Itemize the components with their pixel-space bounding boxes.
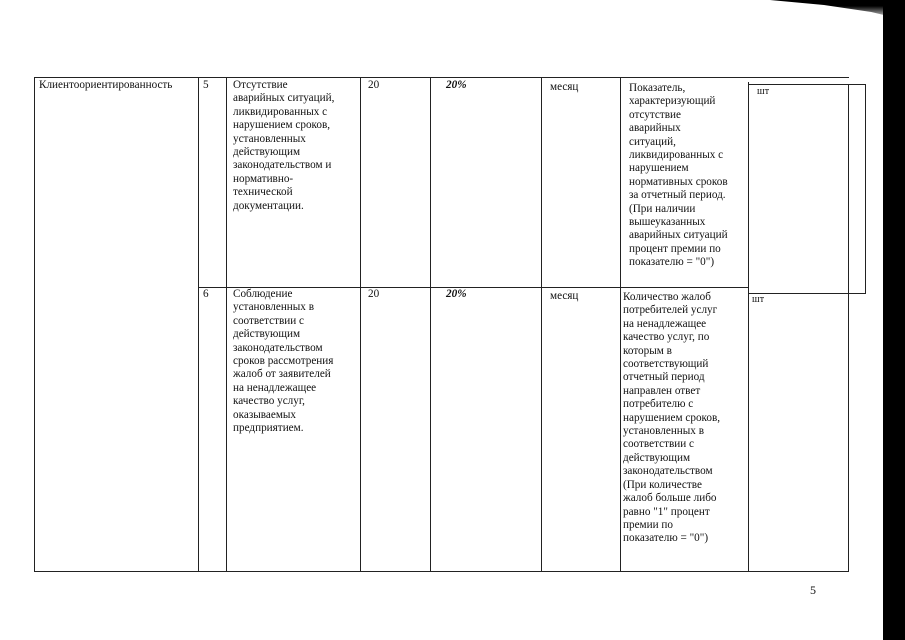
row-number: 5 <box>203 79 209 91</box>
row-weight: 20 <box>368 288 380 300</box>
row-description: Соблюдение установленных в соответствии с действующим законодательством сроков рассмотрения жалоб от заявителей на ненадлежащее качество услуг, оказываемых предприятием. <box>233 288 334 435</box>
row-percent: 20% <box>446 288 467 300</box>
column-divider <box>620 77 621 572</box>
column-divider <box>198 77 199 572</box>
row-unit: шт <box>757 86 770 97</box>
table-border-top <box>34 77 849 78</box>
column-divider <box>430 77 431 572</box>
row-percent: 20% <box>446 79 467 91</box>
row-indicator: Количество жалоб потребителей услуг на ненадлежащее качество услуг, по которым в соответствующий отчетный период направлен ответ потребителю с нарушением сроков, установленных в соответствии с действующим законодательством (При количестве жалоб больше либо равно "1" процент премии по показателю = "0") <box>623 291 721 545</box>
column-divider <box>748 82 749 572</box>
table-border-right-upper <box>865 84 866 294</box>
row-number: 6 <box>203 288 209 300</box>
row-unit: шт <box>752 294 765 305</box>
row-period: месяц <box>550 290 579 302</box>
column-divider <box>226 77 227 572</box>
column-divider <box>360 77 361 572</box>
table-border-bottom <box>34 571 849 572</box>
table-border-left <box>34 77 35 572</box>
scan-border-right <box>883 0 905 640</box>
page-number: 5 <box>810 583 816 597</box>
criterion-name: Клиентоориентированность <box>39 79 173 91</box>
row-period: месяц <box>550 81 579 93</box>
column-divider <box>541 77 542 572</box>
table-border-right <box>848 84 849 572</box>
row-indicator: Показатель, характеризующий отсутствие аварийных ситуаций, ликвидированных с нарушением нормативных сроков за отчетный период. (При наличии вышеуказанных аварийных ситуаций процент премии по показателю = "0") <box>629 82 728 269</box>
row-description: Отсутствие аварийных ситуаций, ликвидированных с нарушением сроков, установленных действующим законодательством и нормативно- технической документации. <box>233 79 335 212</box>
row-weight: 20 <box>368 79 380 91</box>
